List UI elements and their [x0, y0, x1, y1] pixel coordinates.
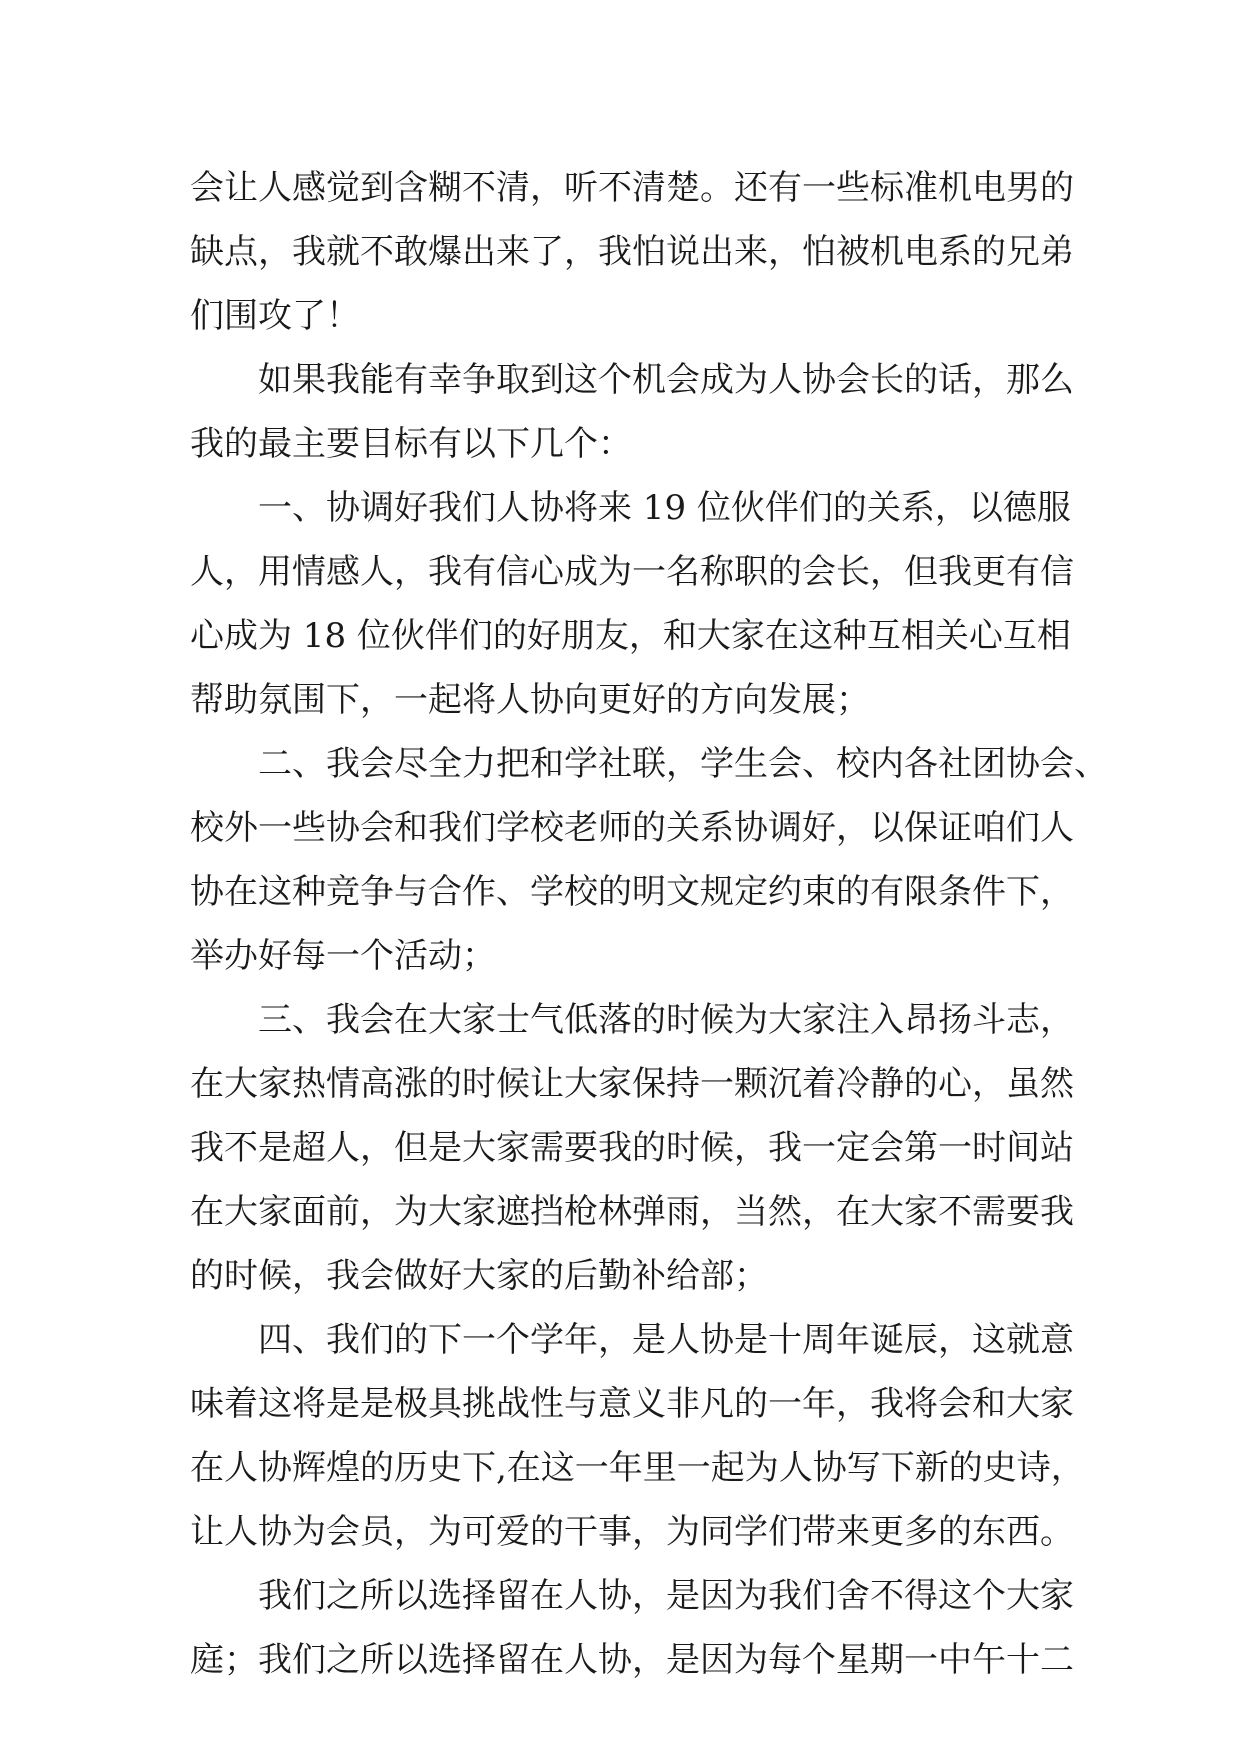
text-line: 一、协调好我们人协将来 19 位伙伴们的关系，以德服	[258, 488, 1071, 528]
text-line: 人，用情感人，我有信心成为一名称职的会长，但我更有信	[190, 552, 1074, 592]
text-line: 我们之所以选择留在人协，是因为我们舍不得这个大家	[258, 1576, 1074, 1616]
text-line: 在大家热情高涨的时候让大家保持一颗沉着冷静的心，虽然	[190, 1064, 1074, 1104]
text-line: 校外一些协会和我们学校老师的关系协调好，以保证咱们人	[190, 808, 1074, 848]
text-line: 举办好每一个活动；	[190, 936, 496, 976]
text-line: 我不是超人，但是大家需要我的时候，我一定会第一时间站	[190, 1128, 1074, 1168]
body-text	[190, 156, 1108, 1692]
text-line: 帮助氛围下，一起将人协向更好的方向发展；	[190, 680, 870, 720]
text-line: 我的最主要目标有以下几个：	[190, 424, 632, 464]
text-line: 如果我能有幸争取到这个机会成为人协会长的话，那么	[258, 360, 1074, 400]
text-line: 们围攻了！	[190, 296, 360, 336]
text-line: 会让人感觉到含糊不清，听不清楚。还有一些标准机电男的	[190, 168, 1074, 208]
text-line: 缺点，我就不敢爆出来了，我怕说出来，怕被机电系的兄弟	[190, 232, 1074, 272]
text-line: 四、我们的下一个学年，是人协是十周年诞辰，这就意	[258, 1320, 1074, 1360]
text-line: 的时候，我会做好大家的后勤补给部；	[190, 1256, 768, 1296]
text-line: 三、我会在大家士气低落的时候为大家注入昂扬斗志，	[258, 1000, 1074, 1040]
text-line: 协在这种竞争与合作、学校的明文规定约束的有限条件下，	[190, 872, 1074, 912]
text-line: 二、我会尽全力把和学社联，学生会、校内各社团协会、	[258, 744, 1108, 784]
text-line: 庭；我们之所以选择留在人协，是因为每个星期一中午十二	[190, 1640, 1074, 1680]
text-line: 在大家面前，为大家遮挡枪林弹雨，当然，在大家不需要我	[190, 1192, 1074, 1232]
text-line: 心成为 18 位伙伴们的好朋友，和大家在这种互相关心互相	[190, 616, 1071, 656]
text-line: 在人协辉煌的历史下,在这一年里一起为人协写下新的史诗，	[190, 1448, 1085, 1488]
text-line: 让人协为会员，为可爱的干事，为同学们带来更多的东西。	[190, 1512, 1074, 1552]
text-line: 味着这将是是极具挑战性与意义非凡的一年，我将会和大家	[190, 1384, 1074, 1424]
